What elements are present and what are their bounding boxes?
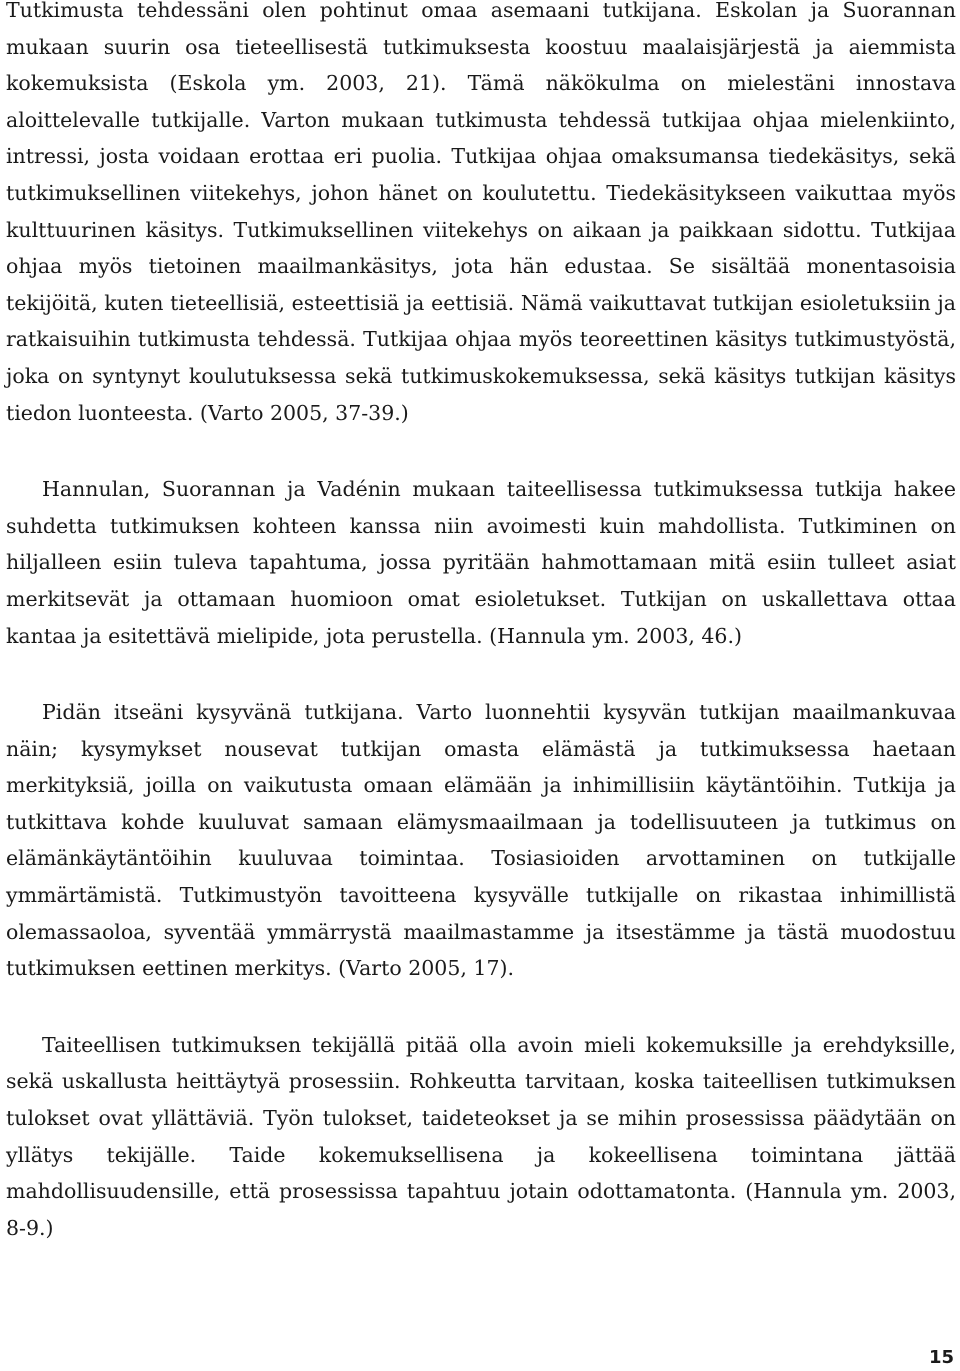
page-number: 15	[928, 1347, 954, 1368]
page-body	[6, 0, 956, 1246]
paragraph-artistic-research-openness: Hannulan, Suorannan ja Vadénin mukaan taiteellisessa tutkimuksessa tutkija hakee suhdetta tutkimuksen kohteen kanssa niin avoimesti kuin mahdollista. Tutkiminen on hiljalleen esiin tuleva tapahtuma, jossa pyritään hahmottamaan mitä esiin tulleet asiat merkitsevät ja ottamaan huomioon omat esioletukset. Tutkijan on uskallettava ottaa kantaa ja esitettävä mielipide, jota perustella. (Hannula ym. 2003, 46.)	[6, 477, 956, 648]
paragraph-gap	[6, 654, 956, 694]
paragraph-questioning-researcher: Pidän itseäni kysyvänä tutkijana. Varto luonnehtii kysyvän tutkijan maailmankuvaa näin; kysymykset nousevat tutkijan omasta elämästä ja tutkimuksessa haetaan merkityksiä, joilla on vaikutusta omaan elämään ja inhimillisiin käytäntöihin. Tutkija ja tutkittava kohde kuuluvat samaan elämysmaailmaan ja todellisuuteen ja tutkimus on elämänkäytäntöihin kuuluvaa toimintaa. Tosiasioiden arvottaminen on tutkijalle ymmärtämistä. Tutkimustyön tavoitteena kysyvälle tutkijalle on rikastaa inhimillistä olemassaoloa, syventää ymmärrystä maailmastamme ja itsestämme ja tästä muodostuu tutkimuksen eettinen merkitys. (Varto 2005, 17).	[6, 700, 956, 981]
paragraph-researcher-position: Tutkimusta tehdessäni olen pohtinut omaa asemaani tutkijana. Eskolan ja Suorannan mukaan suurin osa tieteellisestä tutkimuksesta koostuu maalaisjärjestä ja aiemmista kokemuksista (Eskola ym. 2003, 21). Tämä näkökulma on mielestäni innostava aloittelevalle tutkijalle. Varton mukaan tutkimusta tehdessä tutkijaa ohjaa mielenkiinto, intressi, josta voidaan erottaa eri puolia. Tutkijaa ohjaa omaksumansa tiedekäsitys, sekä tutkimuksellinen viitekehys, johon hänet on koulutettu. Tiedekäsitykseen vaikuttaa myös kulttuurinen käsitys. Tutkimuksellinen viitekehys on aikaan ja paikkaan sidottu. Tutkijaa ohjaa myös tietoinen maailmankäsitys, jota hän edustaa. Se sisältää monentasoisia tekijöitä, kuten tieteellisiä, esteettisiä ja eettisiä. Nämä vaikuttavat tutkijan esioletuksiin ja ratkaisuihin tutkimusta tehdessä. Tutkijaa ohjaa myös teoreettinen käsitys tutkimustyöstä, joka on syntynyt koulutuksessa sekä tutkimuskokemuksessa, sekä käsitys tutkijan käsitys tiedon luonteesta. (Varto 2005, 37-39.)	[6, 0, 956, 425]
paragraph-gap	[6, 987, 956, 1027]
paragraph-gap	[6, 431, 956, 471]
paragraph-open-mind: Taiteellisen tutkimuksen tekijällä pitää olla avoin mieli kokemuksille ja erehdyksille, sekä uskallusta heittäytyä prosessiin. Rohkeutta tarvitaan, koska taiteellisen tutkimuksen tulokset ovat yllättäviä. Työn tulokset, taideteokset ja se mihin prosessissa päädytään on yllätys tekijälle. Taide kokemuksellisena ja kokeellisena toimintana jättää mahdollisuudensille, että prosessissa tapahtuu jotain odottamatonta. (Hannula ym. 2003, 8-9.)	[6, 1032, 956, 1240]
